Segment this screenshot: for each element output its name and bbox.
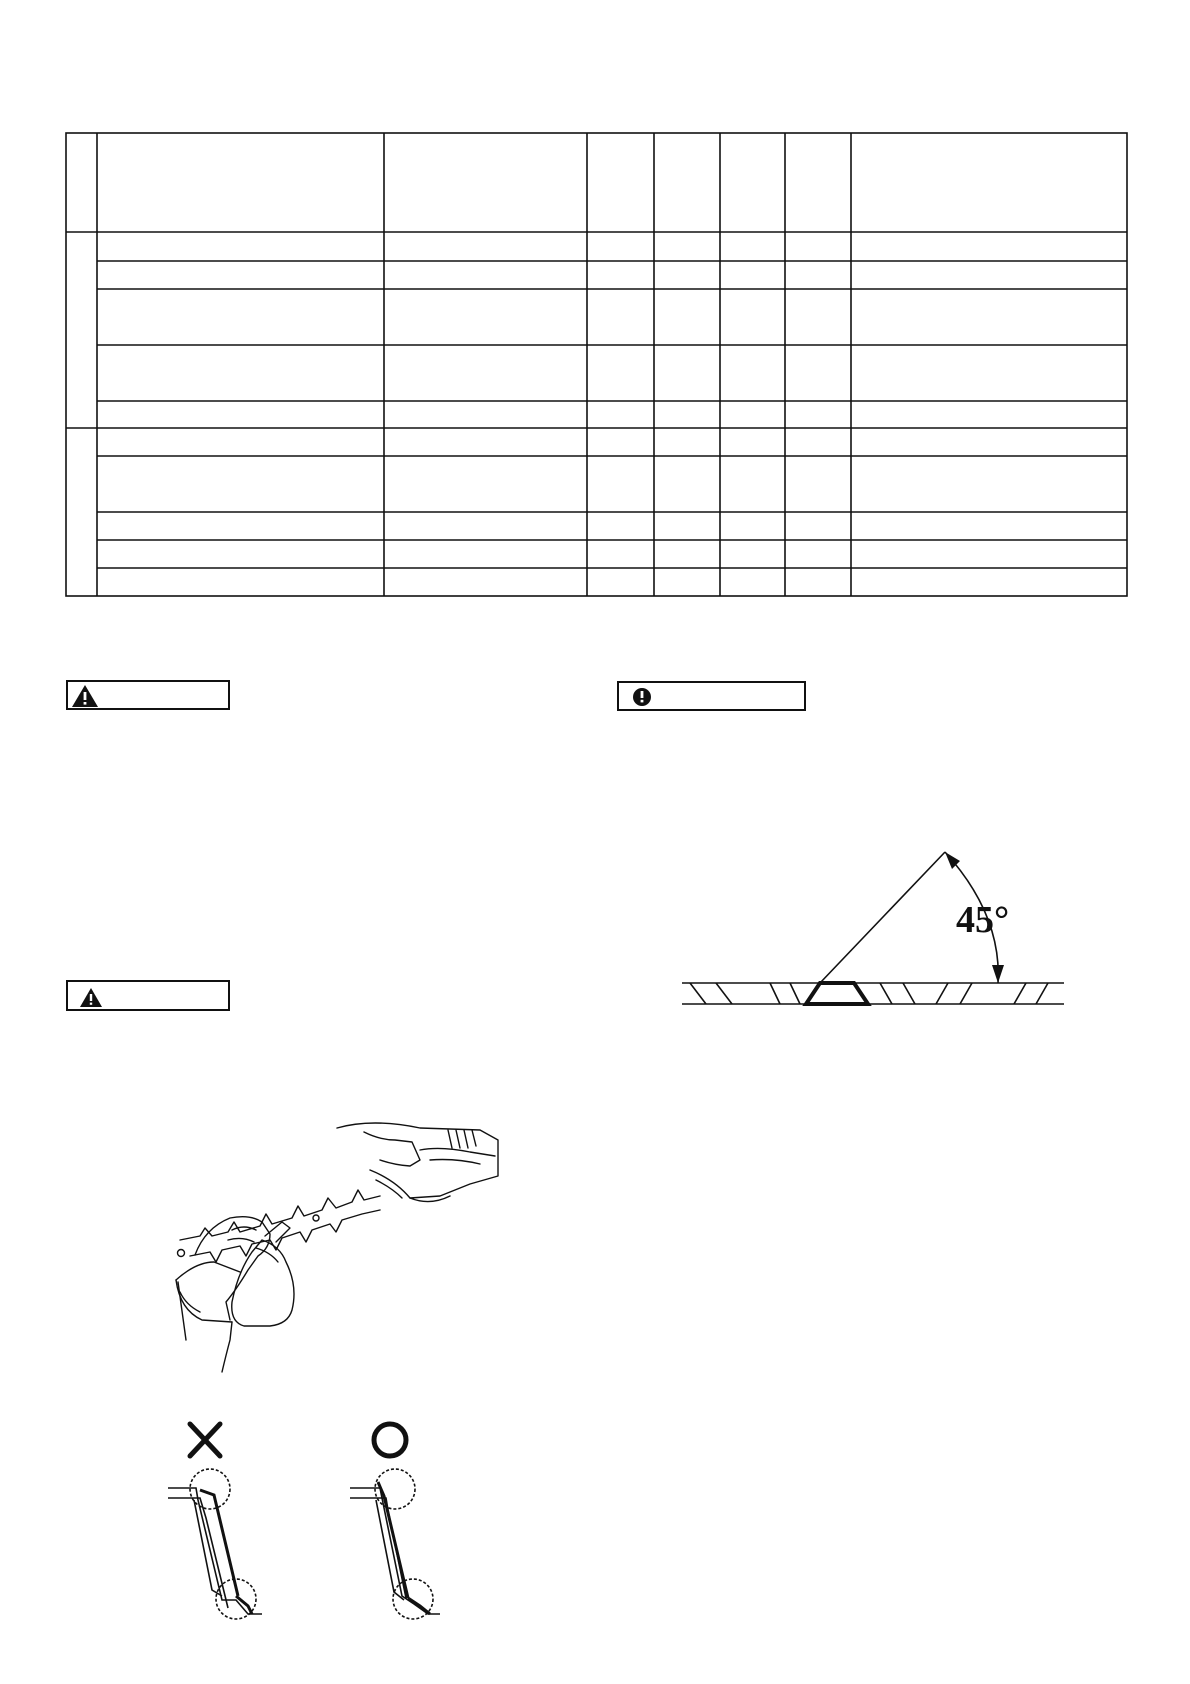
warning-triangle-icon — [70, 683, 100, 709]
circle-mark-icon — [374, 1424, 406, 1456]
maintenance-table — [0, 0, 1190, 620]
exclamation-circle-icon — [629, 684, 655, 710]
warning-triangle-icon — [76, 984, 106, 1010]
important-badge — [617, 681, 806, 711]
warning-badge-2 — [66, 980, 230, 1011]
warning-badge-1 — [66, 680, 230, 710]
angle-45-label: 45° — [956, 899, 1010, 941]
cross-mark-icon — [190, 1424, 220, 1456]
